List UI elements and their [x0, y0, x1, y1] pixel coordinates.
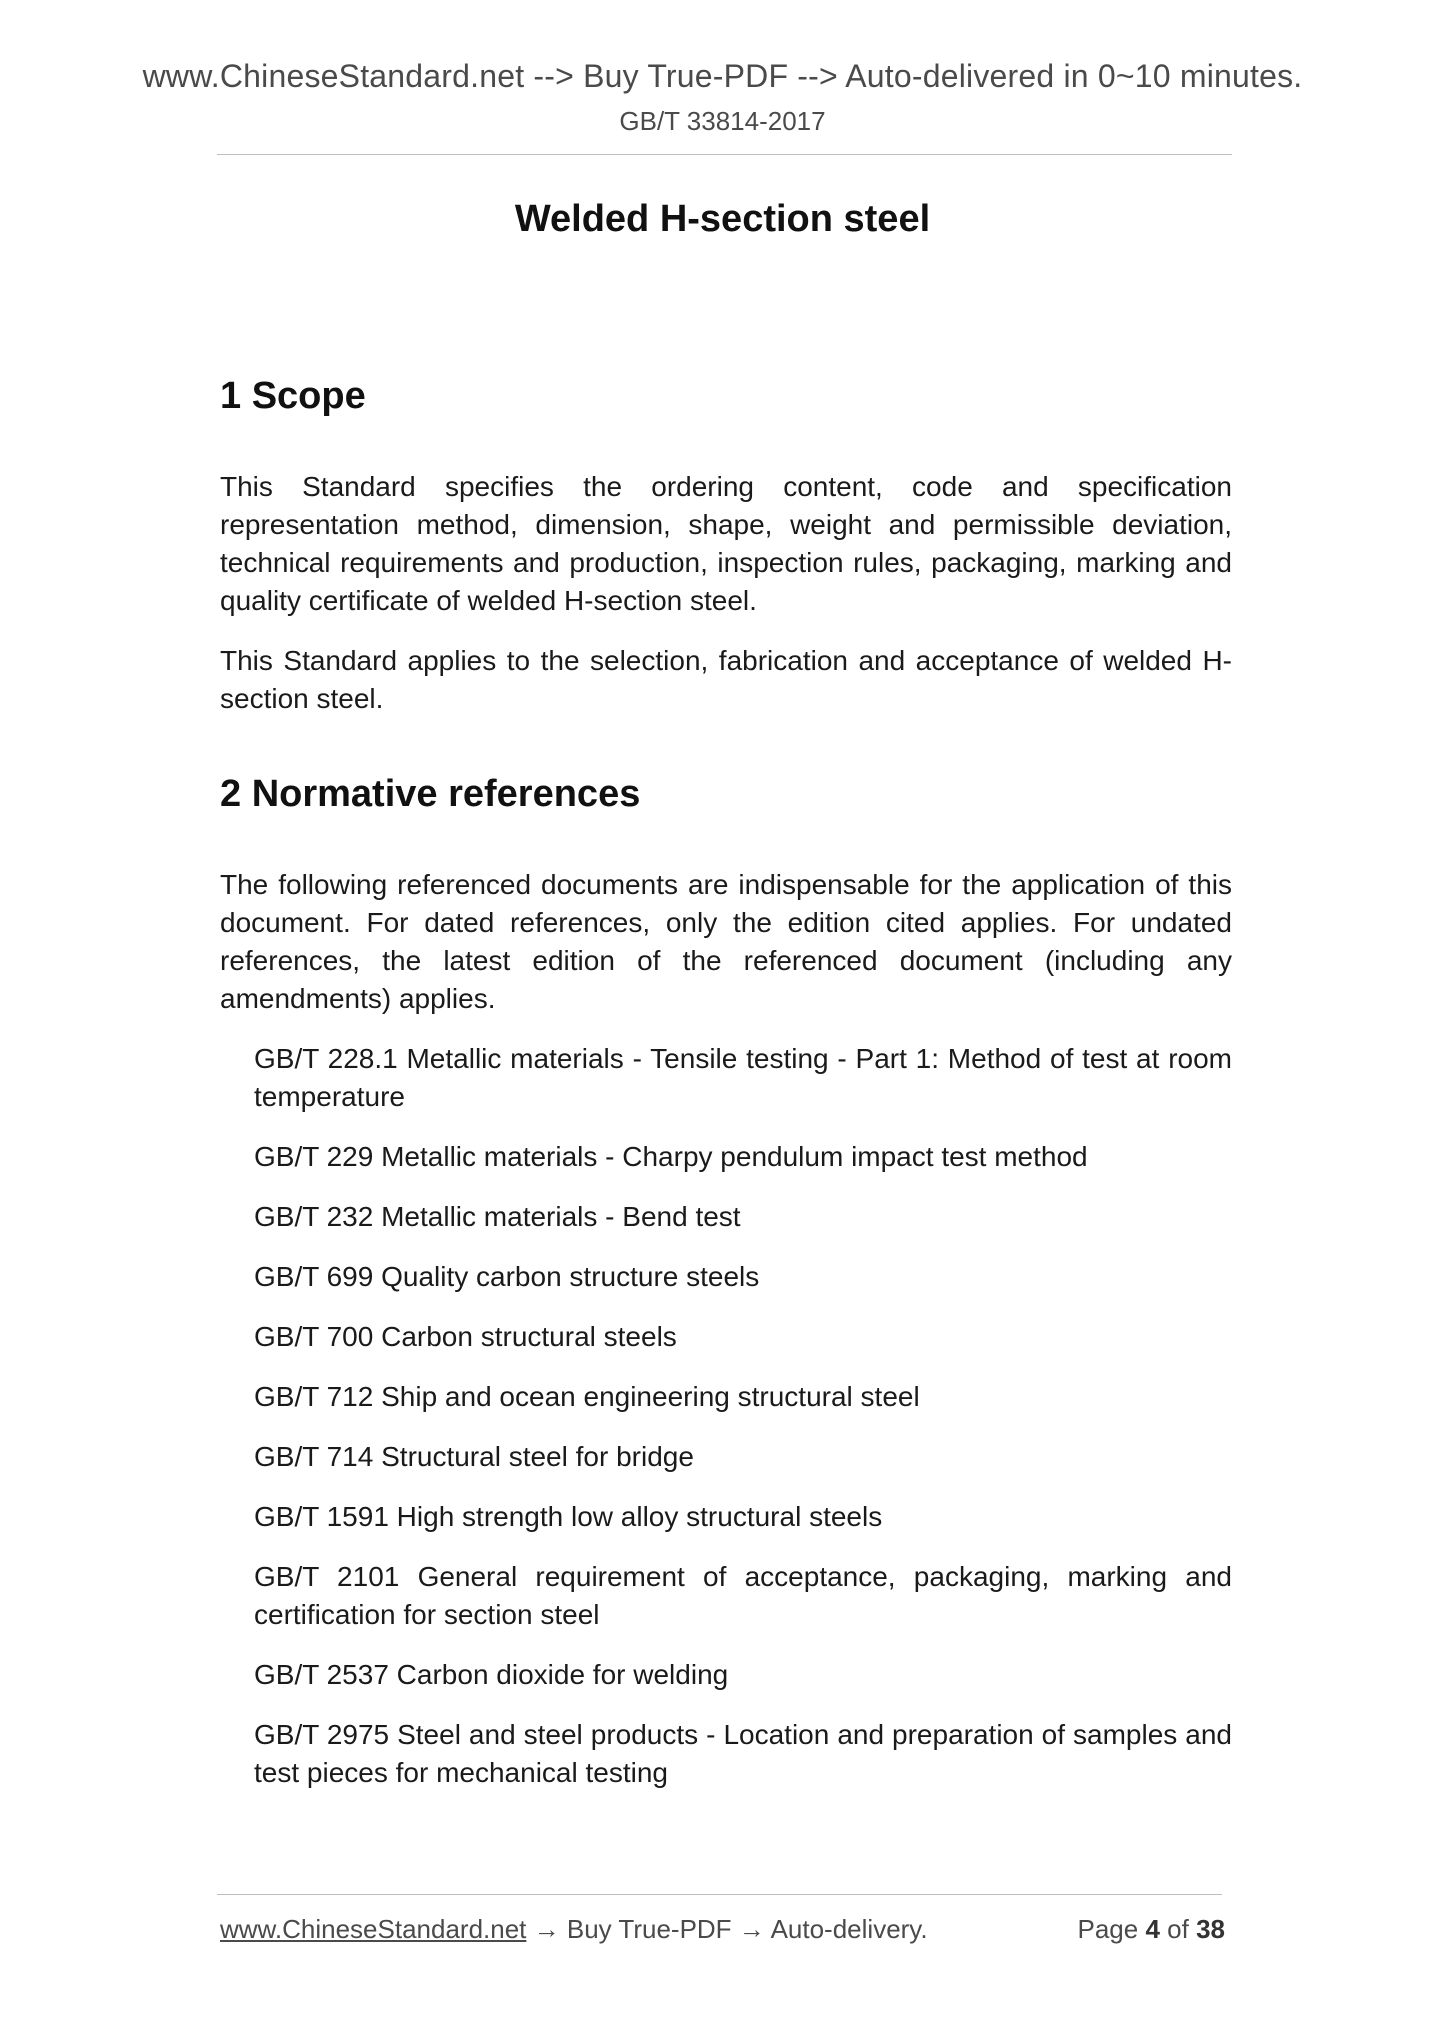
reference-item: GB/T 2537 Carbon dioxide for welding [254, 1659, 729, 1690]
reference-item: GB/T 712 Ship and ocean engineering structural steel [254, 1381, 920, 1412]
total-pages: 38 [1196, 1914, 1225, 1944]
reference-item: GB/T 2975 Steel and steel products - Location and preparation of samples and test pieces for mechanical testing [254, 1719, 1232, 1788]
scope-paragraph-2: This Standard applies to the selection, fabrication and acceptance of welded H-section steel. [220, 645, 1232, 714]
reference-item: GB/T 714 Structural steel for bridge [254, 1441, 694, 1472]
reference-item: GB/T 700 Carbon structural steels [254, 1321, 677, 1352]
document-title: Welded H-section steel [514, 198, 931, 240]
scope-paragraph-1: This Standard specifies the ordering content, code and specification representation method, dimension, shape, weight and permissible deviation, technical requirements and production, inspection rules, packaging, marking and quality certificate of welded H-section steel. [220, 471, 1232, 616]
header-banner: www.ChineseStandard.net --> Buy True-PDF --> Auto-delivered in 0~10 minutes. [142, 58, 1303, 94]
current-page-number: 4 [1145, 1914, 1160, 1944]
page-indicator [1077, 1914, 1225, 1945]
standard-code: GB/T 33814-2017 [619, 106, 826, 136]
reference-item: GB/T 228.1 Metallic materials - Tensile testing - Part 1: Method of test at room temperature [254, 1043, 1232, 1112]
reference-item: GB/T 2101 General requirement of acceptance, packaging, marking and certification for section steel [254, 1561, 1232, 1630]
footer-divider [217, 1894, 1222, 1895]
reference-item: GB/T 229 Metallic materials - Charpy pendulum impact test method [254, 1141, 1088, 1172]
footer-left [220, 1914, 928, 1945]
reference-item: GB/T 699 Quality carbon structure steels [254, 1261, 760, 1292]
reference-item: GB/T 1591 High strength low alloy structural steels [254, 1501, 883, 1532]
section-heading-scope: 1 Scope [220, 375, 366, 417]
document-body [220, 370, 1232, 1792]
header-divider [217, 154, 1232, 155]
page-label: Page [1077, 1914, 1139, 1944]
reference-list [220, 1040, 1232, 1792]
section-heading-normative-references: 2 Normative references [220, 773, 641, 815]
of-label: of [1167, 1914, 1189, 1944]
footer-tagline: → Buy True-PDF → Auto-delivery. [526, 1914, 928, 1944]
normative-intro-paragraph: The following referenced documents are indispensable for the application of this document. For dated references, only the edition cited applies. For undated references, the latest edition of the referenced document (including any amendments) applies. [220, 869, 1232, 1014]
reference-item: GB/T 232 Metallic materials - Bend test [254, 1201, 741, 1232]
footer-site-link[interactable]: www.ChineseStandard.net [220, 1914, 527, 1944]
